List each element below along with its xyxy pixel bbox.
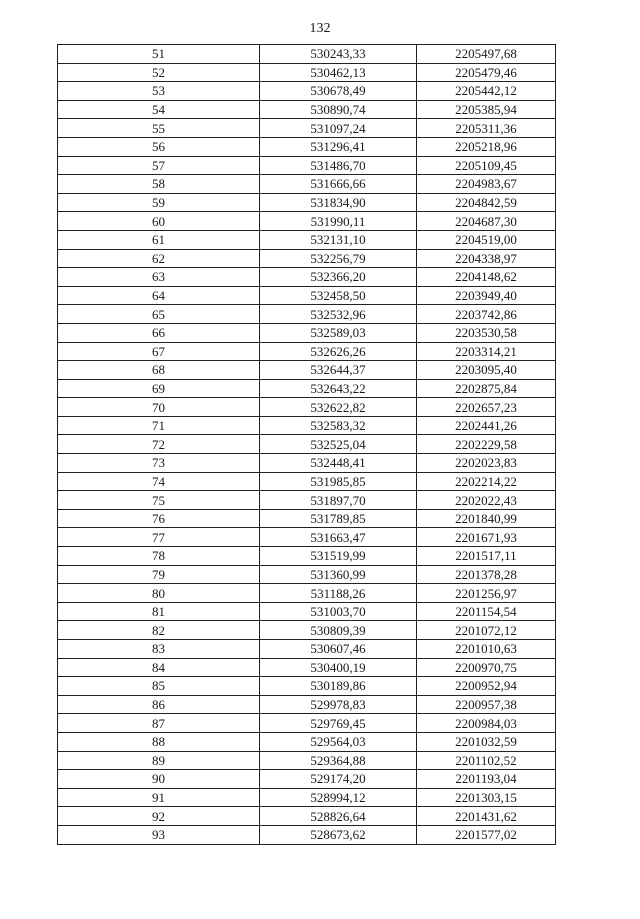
- y-coordinate-cell: 2205442,12: [417, 82, 556, 101]
- x-coordinate-cell: 531003,70: [260, 602, 417, 621]
- table-row: [58, 379, 556, 398]
- point-number-cell: 58: [58, 175, 260, 194]
- table-row: [58, 472, 556, 491]
- table-row: [58, 45, 556, 64]
- y-coordinate-cell: 2200984,03: [417, 714, 556, 733]
- x-coordinate-cell: 531296,41: [260, 137, 417, 156]
- x-coordinate-cell: 531897,70: [260, 491, 417, 510]
- y-coordinate-cell: 2203949,40: [417, 286, 556, 305]
- point-number-cell: 88: [58, 732, 260, 751]
- coordinates-table-body: [58, 45, 556, 845]
- point-number-cell: 93: [58, 825, 260, 844]
- point-number-cell: 70: [58, 398, 260, 417]
- y-coordinate-cell: 2205109,45: [417, 156, 556, 175]
- point-number-cell: 72: [58, 435, 260, 454]
- y-coordinate-cell: 2200952,94: [417, 677, 556, 696]
- x-coordinate-cell: 532448,41: [260, 454, 417, 473]
- x-coordinate-cell: 532622,82: [260, 398, 417, 417]
- y-coordinate-cell: 2202214,22: [417, 472, 556, 491]
- table-row: [58, 268, 556, 287]
- x-coordinate-cell: 532131,10: [260, 230, 417, 249]
- point-number-cell: 66: [58, 323, 260, 342]
- x-coordinate-cell: 532583,32: [260, 416, 417, 435]
- x-coordinate-cell: 532589,03: [260, 323, 417, 342]
- y-coordinate-cell: 2205479,46: [417, 63, 556, 82]
- table-row: [58, 714, 556, 733]
- table-row: [58, 454, 556, 473]
- y-coordinate-cell: 2204687,30: [417, 212, 556, 231]
- y-coordinate-cell: 2201303,15: [417, 788, 556, 807]
- y-coordinate-cell: 2201517,11: [417, 547, 556, 566]
- coordinates-table: [57, 44, 556, 845]
- point-number-cell: 92: [58, 807, 260, 826]
- point-number-cell: 82: [58, 621, 260, 640]
- table-row: [58, 658, 556, 677]
- x-coordinate-cell: 529769,45: [260, 714, 417, 733]
- point-number-cell: 80: [58, 584, 260, 603]
- x-coordinate-cell: 528826,64: [260, 807, 417, 826]
- table-row: [58, 509, 556, 528]
- table-row: [58, 305, 556, 324]
- table-row: [58, 119, 556, 138]
- table-row: [58, 788, 556, 807]
- x-coordinate-cell: 531360,99: [260, 565, 417, 584]
- x-coordinate-cell: 531519,99: [260, 547, 417, 566]
- table-row: [58, 770, 556, 789]
- y-coordinate-cell: 2204148,62: [417, 268, 556, 287]
- table-row: [58, 807, 556, 826]
- table-row: [58, 751, 556, 770]
- x-coordinate-cell: 532525,04: [260, 435, 417, 454]
- x-coordinate-cell: 532644,37: [260, 361, 417, 380]
- table-row: [58, 732, 556, 751]
- x-coordinate-cell: 529564,03: [260, 732, 417, 751]
- point-number-cell: 61: [58, 230, 260, 249]
- y-coordinate-cell: 2202657,23: [417, 398, 556, 417]
- table-row: [58, 193, 556, 212]
- point-number-cell: 91: [58, 788, 260, 807]
- table-row: [58, 100, 556, 119]
- y-coordinate-cell: 2204338,97: [417, 249, 556, 268]
- y-coordinate-cell: 2204519,00: [417, 230, 556, 249]
- x-coordinate-cell: 532256,79: [260, 249, 417, 268]
- table-row: [58, 230, 556, 249]
- y-coordinate-cell: 2203742,86: [417, 305, 556, 324]
- x-coordinate-cell: 531188,26: [260, 584, 417, 603]
- point-number-cell: 78: [58, 547, 260, 566]
- point-number-cell: 86: [58, 695, 260, 714]
- x-coordinate-cell: 530400,19: [260, 658, 417, 677]
- point-number-cell: 71: [58, 416, 260, 435]
- point-number-cell: 51: [58, 45, 260, 64]
- x-coordinate-cell: 531990,11: [260, 212, 417, 231]
- point-number-cell: 76: [58, 509, 260, 528]
- point-number-cell: 64: [58, 286, 260, 305]
- point-number-cell: 65: [58, 305, 260, 324]
- x-coordinate-cell: 530607,46: [260, 640, 417, 659]
- point-number-cell: 77: [58, 528, 260, 547]
- point-number-cell: 85: [58, 677, 260, 696]
- table-row: [58, 565, 556, 584]
- table-row: [58, 286, 556, 305]
- x-coordinate-cell: 531486,70: [260, 156, 417, 175]
- point-number-cell: 81: [58, 602, 260, 621]
- point-number-cell: 62: [58, 249, 260, 268]
- table-row: [58, 584, 556, 603]
- table-row: [58, 63, 556, 82]
- table-row: [58, 416, 556, 435]
- point-number-cell: 55: [58, 119, 260, 138]
- x-coordinate-cell: 530243,33: [260, 45, 417, 64]
- x-coordinate-cell: 528673,62: [260, 825, 417, 844]
- point-number-cell: 89: [58, 751, 260, 770]
- y-coordinate-cell: 2204983,67: [417, 175, 556, 194]
- x-coordinate-cell: 528994,12: [260, 788, 417, 807]
- table-row: [58, 175, 556, 194]
- table-row: [58, 825, 556, 844]
- x-coordinate-cell: 530809,39: [260, 621, 417, 640]
- point-number-cell: 63: [58, 268, 260, 287]
- x-coordinate-cell: 532458,50: [260, 286, 417, 305]
- y-coordinate-cell: 2201032,59: [417, 732, 556, 751]
- table-row: [58, 137, 556, 156]
- table-row: [58, 602, 556, 621]
- y-coordinate-cell: 2201577,02: [417, 825, 556, 844]
- point-number-cell: 90: [58, 770, 260, 789]
- y-coordinate-cell: 2200957,38: [417, 695, 556, 714]
- y-coordinate-cell: 2205218,96: [417, 137, 556, 156]
- y-coordinate-cell: 2202023,83: [417, 454, 556, 473]
- table-row: [58, 677, 556, 696]
- x-coordinate-cell: 531663,47: [260, 528, 417, 547]
- x-coordinate-cell: 530189,86: [260, 677, 417, 696]
- x-coordinate-cell: 531666,66: [260, 175, 417, 194]
- y-coordinate-cell: 2201431,62: [417, 807, 556, 826]
- x-coordinate-cell: 531985,85: [260, 472, 417, 491]
- y-coordinate-cell: 2201840,99: [417, 509, 556, 528]
- table-row: [58, 435, 556, 454]
- x-coordinate-cell: 529978,83: [260, 695, 417, 714]
- point-number-cell: 68: [58, 361, 260, 380]
- y-coordinate-cell: 2201072,12: [417, 621, 556, 640]
- point-number-cell: 54: [58, 100, 260, 119]
- table-row: [58, 528, 556, 547]
- y-coordinate-cell: 2201102,52: [417, 751, 556, 770]
- x-coordinate-cell: 532532,96: [260, 305, 417, 324]
- y-coordinate-cell: 2202229,58: [417, 435, 556, 454]
- y-coordinate-cell: 2201671,93: [417, 528, 556, 547]
- y-coordinate-cell: 2205311,36: [417, 119, 556, 138]
- point-number-cell: 84: [58, 658, 260, 677]
- point-number-cell: 75: [58, 491, 260, 510]
- y-coordinate-cell: 2202441,26: [417, 416, 556, 435]
- point-number-cell: 83: [58, 640, 260, 659]
- y-coordinate-cell: 2205385,94: [417, 100, 556, 119]
- table-row: [58, 547, 556, 566]
- y-coordinate-cell: 2202022,43: [417, 491, 556, 510]
- point-number-cell: 73: [58, 454, 260, 473]
- x-coordinate-cell: 532626,26: [260, 342, 417, 361]
- table-row: [58, 491, 556, 510]
- point-number-cell: 69: [58, 379, 260, 398]
- x-coordinate-cell: 529174,20: [260, 770, 417, 789]
- y-coordinate-cell: 2202875,84: [417, 379, 556, 398]
- point-number-cell: 52: [58, 63, 260, 82]
- point-number-cell: 56: [58, 137, 260, 156]
- y-coordinate-cell: 2203314,21: [417, 342, 556, 361]
- point-number-cell: 67: [58, 342, 260, 361]
- table-row: [58, 695, 556, 714]
- table-row: [58, 640, 556, 659]
- x-coordinate-cell: 532366,20: [260, 268, 417, 287]
- y-coordinate-cell: 2205497,68: [417, 45, 556, 64]
- y-coordinate-cell: 2200970,75: [417, 658, 556, 677]
- x-coordinate-cell: 530890,74: [260, 100, 417, 119]
- x-coordinate-cell: 530678,49: [260, 82, 417, 101]
- x-coordinate-cell: 532643,22: [260, 379, 417, 398]
- y-coordinate-cell: 2201010,63: [417, 640, 556, 659]
- point-number-cell: 57: [58, 156, 260, 175]
- y-coordinate-cell: 2201378,28: [417, 565, 556, 584]
- table-row: [58, 82, 556, 101]
- table-row: [58, 212, 556, 231]
- x-coordinate-cell: 530462,13: [260, 63, 417, 82]
- point-number-cell: 87: [58, 714, 260, 733]
- table-row: [58, 398, 556, 417]
- point-number-cell: 59: [58, 193, 260, 212]
- point-number-cell: 79: [58, 565, 260, 584]
- y-coordinate-cell: 2204842,59: [417, 193, 556, 212]
- y-coordinate-cell: 2201256,97: [417, 584, 556, 603]
- y-coordinate-cell: 2203095,40: [417, 361, 556, 380]
- table-row: [58, 249, 556, 268]
- page-number: 132: [309, 21, 331, 36]
- x-coordinate-cell: 531789,85: [260, 509, 417, 528]
- y-coordinate-cell: 2203530,58: [417, 323, 556, 342]
- table-row: [58, 621, 556, 640]
- y-coordinate-cell: 2201154,54: [417, 602, 556, 621]
- x-coordinate-cell: 531834,90: [260, 193, 417, 212]
- x-coordinate-cell: 531097,24: [260, 119, 417, 138]
- x-coordinate-cell: 529364,88: [260, 751, 417, 770]
- table-row: [58, 156, 556, 175]
- table-row: [58, 342, 556, 361]
- table-row: [58, 361, 556, 380]
- y-coordinate-cell: 2201193,04: [417, 770, 556, 789]
- point-number-cell: 53: [58, 82, 260, 101]
- table-row: [58, 323, 556, 342]
- point-number-cell: 74: [58, 472, 260, 491]
- point-number-cell: 60: [58, 212, 260, 231]
